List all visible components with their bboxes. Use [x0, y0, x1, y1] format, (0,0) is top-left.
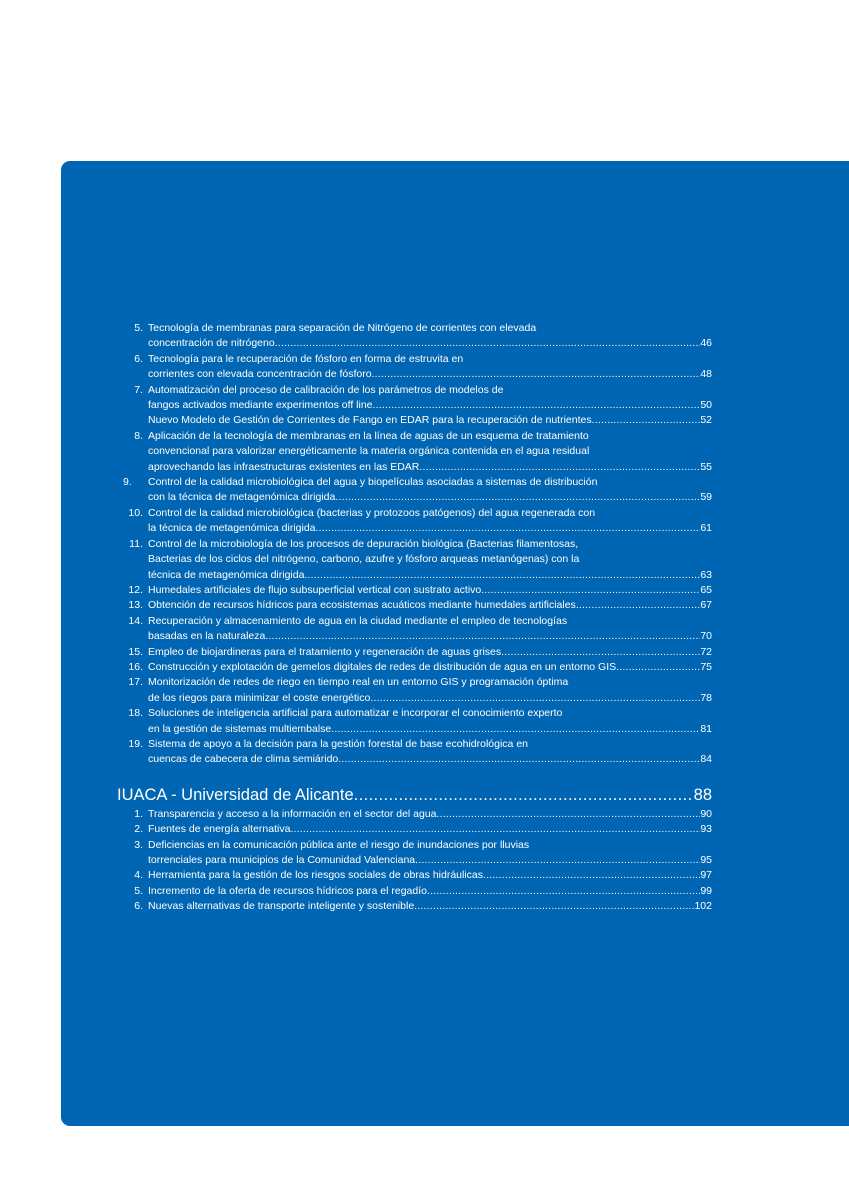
- page-number: 48: [700, 368, 712, 381]
- entry-number: 9.: [123, 476, 132, 489]
- entry-title: con la técnica de metagenómica dirigida: [148, 491, 336, 504]
- leader-dots: [427, 884, 700, 899]
- toc-entry[interactable]: [117, 598, 712, 613]
- toc-entry[interactable]: [117, 537, 712, 583]
- entry-text-line: Control de la calidad microbiológica del agua y biopelículas asociadas a sistemas de distribución: [148, 476, 598, 489]
- page-number: 59: [700, 491, 712, 504]
- entry-text-line: Automatización del proceso de calibración de los parámetros de modelos de: [148, 383, 504, 396]
- entry-text-line: Deficiencias en la comunicación pública ante el riesgo de inundaciones por lluvias: [148, 838, 530, 851]
- entry-title: torrenciales para municipios de la Comunidad Valenciana: [148, 854, 416, 866]
- entry-number: 13.: [128, 599, 143, 612]
- section-page: 88: [693, 785, 712, 804]
- entry-text-line: Soluciones de inteligencia artificial para automatizar e incorporar el conocimiento experto: [148, 707, 563, 720]
- entry-title: fangos activados mediante experimentos off line: [148, 399, 373, 412]
- toc-entry[interactable]: [117, 352, 712, 383]
- entry-number: [117, 413, 148, 428]
- entry-body: [148, 429, 712, 475]
- entry-text-line: Control de la calidad microbiológica (bacterias y protozoos patógenos) del agua regenerada con: [148, 506, 596, 519]
- entry-number: 5.: [134, 884, 143, 897]
- entry-number: 14.: [128, 614, 143, 627]
- entry-number: 17.: [128, 676, 143, 689]
- page-number: 70: [700, 630, 712, 643]
- leader-dots: [592, 413, 701, 428]
- toc-entry[interactable]: [117, 706, 712, 737]
- toc-entry[interactable]: [117, 614, 712, 645]
- entry-number: 8.: [134, 429, 143, 442]
- entry-body: [148, 675, 712, 706]
- toc-entry[interactable]: [117, 822, 712, 837]
- entry-title: Fuentes de energía alternativa: [148, 823, 291, 836]
- entry-body: [148, 899, 712, 914]
- leader-dots: [354, 785, 694, 805]
- toc-entry[interactable]: [117, 583, 712, 598]
- leader-dots: [331, 722, 700, 737]
- leader-dots: [481, 583, 700, 598]
- entry-title: corrientes con elevada concentración de fósforo: [148, 368, 372, 381]
- section-entries: [117, 807, 712, 915]
- entry-title: Humedales artificiales de flujo subsuperficial vertical con sustrato activo: [148, 583, 482, 596]
- leader-dots: [338, 752, 700, 767]
- entry-number: 3.: [134, 838, 143, 851]
- toc-entry[interactable]: [117, 868, 712, 883]
- section-heading[interactable]: [117, 785, 712, 805]
- entry-title: Obtención de recursos hídricos para ecosistemas acuáticos mediante humedales artificiales: [148, 599, 576, 612]
- leader-dots: [415, 853, 700, 868]
- entry-body: [148, 884, 712, 899]
- leader-dots: [414, 899, 694, 914]
- entry-number: 18.: [128, 707, 143, 720]
- toc-entry[interactable]: [117, 321, 712, 352]
- page-number: 63: [700, 568, 712, 581]
- entry-number: 19.: [128, 737, 143, 750]
- entry-number: 5.: [134, 322, 143, 334]
- leader-dots: [576, 598, 701, 613]
- entry-title: en la gestión de sistemas multiembalse: [148, 722, 332, 735]
- entry-number: 7.: [134, 383, 143, 396]
- entry-body: [148, 506, 712, 537]
- entry-body: [148, 706, 712, 737]
- toc-entry[interactable]: [117, 737, 712, 768]
- page-number: 99: [700, 884, 712, 897]
- page-number: 46: [700, 337, 712, 350]
- page-number: 61: [700, 522, 712, 535]
- entry-body: [148, 537, 712, 583]
- entry-number: 4.: [134, 869, 143, 882]
- entry-body: [148, 583, 712, 598]
- entry-title: Construcción y explotación de gemelos digitales de redes de distribución de agua en un entorno GIS: [148, 660, 617, 673]
- toc-entry[interactable]: [117, 884, 712, 899]
- entry-number: 2.: [134, 823, 143, 836]
- entry-body: [148, 383, 712, 414]
- entry-title: cuencas de cabecera de clima semiárido: [148, 753, 339, 766]
- entry-number: 6.: [134, 900, 143, 913]
- entry-title: técnica de metagenómica dirigida: [148, 568, 305, 581]
- entry-number: 11.: [129, 537, 143, 550]
- toc-entry[interactable]: [117, 645, 712, 660]
- table-of-contents: [117, 321, 712, 915]
- entry-body: [148, 598, 712, 613]
- entry-number: 10.: [128, 506, 143, 519]
- entry-body: [148, 475, 712, 506]
- leader-dots: [501, 645, 700, 660]
- toc-entry[interactable]: [117, 475, 712, 506]
- section-title: IUACA - Universidad de Alicante: [117, 785, 354, 804]
- page-number: 95: [700, 854, 712, 866]
- entry-title: Transparencia y acceso a la información en el sector del agua: [148, 807, 437, 820]
- entry-body: [148, 614, 712, 645]
- page-number: 93: [700, 823, 712, 836]
- page-number: 78: [700, 691, 712, 704]
- leader-dots: [419, 460, 700, 475]
- page-number: 52: [700, 414, 712, 427]
- entry-number: 12.: [128, 583, 143, 596]
- entry-body: [148, 868, 712, 883]
- entry-body: [148, 413, 712, 428]
- toc-entry[interactable]: [117, 660, 712, 675]
- leader-dots: [335, 490, 700, 505]
- entry-number: 6.: [134, 352, 143, 365]
- entry-text-line: Bacterias de los ciclos del nitrógeno, carbono, azufre y fósforo arqueas metanógenas) con la: [148, 553, 580, 566]
- entry-title: de los riegos para minimizar el coste energético: [148, 691, 371, 704]
- toc-entry[interactable]: [117, 807, 712, 822]
- entry-title: basadas en la naturaleza: [148, 630, 266, 643]
- entry-body: [148, 645, 712, 660]
- page-number: 65: [700, 583, 712, 596]
- leader-dots: [304, 568, 700, 583]
- toc-entry[interactable]: [117, 429, 712, 475]
- leader-dots: [275, 336, 701, 351]
- leader-dots: [316, 521, 701, 536]
- page-number: 84: [700, 753, 712, 766]
- entry-title: Herramienta para la gestión de los riesgos sociales de obras hidráulicas: [148, 869, 484, 882]
- entry-text-line: Monitorización de redes de riego en tiempo real en un entorno GIS y programación óptima: [148, 676, 569, 689]
- leader-dots: [616, 660, 700, 675]
- entry-text-line: Tecnología de membranas para separación de Nitrógeno de corrientes con elevada: [148, 322, 537, 334]
- entry-body: [148, 737, 712, 768]
- entry-text-line: convencional para valorizar energéticamente la materia orgánica contenida en el agua residual: [148, 445, 590, 458]
- entry-number: 1.: [134, 807, 143, 820]
- entry-title: Empleo de biojardineras para el tratamiento y regeneración de aguas grises: [148, 645, 502, 658]
- entry-title: Nuevo Modelo de Gestión de Corrientes de Fango en EDAR para la recuperación de nutrientes: [148, 414, 592, 427]
- entry-text-line: Tecnología para le recuperación de fósforo en forma de estruvita en: [148, 352, 464, 365]
- toc-entry[interactable]: [117, 383, 712, 414]
- toc-entry[interactable]: [117, 506, 712, 537]
- page-number: 97: [700, 869, 712, 882]
- entry-body: [148, 822, 712, 837]
- entry-text-line: Sistema de apoyo a la decisión para la gestión forestal de base ecohidrológica en: [148, 737, 528, 750]
- toc-entry[interactable]: [117, 838, 712, 869]
- page-number: 102: [694, 900, 712, 913]
- leader-dots: [290, 822, 700, 837]
- entry-title: concentración de nitrógeno: [148, 337, 275, 350]
- entry-title: Incremento de la oferta de recursos hídricos para el regadío: [148, 884, 427, 897]
- entry-body: [148, 838, 712, 869]
- entry-title: Nuevas alternativas de transporte inteligente y sostenible: [148, 900, 415, 913]
- entry-title: aprovechando las infraestructuras existentes en las EDAR: [148, 460, 420, 473]
- entry-body: [148, 321, 712, 352]
- toc-entry[interactable]: [117, 899, 712, 914]
- page-number: 72: [700, 645, 712, 658]
- page-number: 75: [700, 660, 712, 673]
- entry-text-line: Recuperación y almacenamiento de agua en la ciudad mediante el empleo de tecnologías: [148, 614, 568, 627]
- entry-body: [148, 352, 712, 383]
- toc-entry[interactable]: [117, 675, 712, 706]
- toc-entry[interactable]: [117, 413, 712, 428]
- entry-text-line: Aplicación de la tecnología de membranas en la línea de aguas de un esquema de tratamiento: [148, 429, 589, 442]
- leader-dots: [437, 807, 701, 822]
- leader-dots: [483, 868, 700, 883]
- leader-dots: [370, 691, 700, 706]
- entry-body: [148, 807, 712, 822]
- entry-text-line: Control de la microbiología de los procesos de depuración biológica (Bacterias filamentosas,: [148, 537, 579, 550]
- leader-dots: [265, 629, 700, 644]
- page-number: 90: [700, 807, 712, 820]
- leader-dots: [373, 398, 701, 413]
- page-number: 55: [700, 460, 712, 473]
- entry-title: la técnica de metagenómica dirigida: [148, 522, 316, 535]
- leader-dots: [372, 367, 701, 382]
- entry-number: 15.: [128, 645, 143, 658]
- toc-entries: [117, 321, 712, 768]
- entry-number: 16.: [128, 660, 143, 673]
- entry-body: [148, 660, 712, 675]
- page-number: 50: [700, 399, 712, 412]
- page-number: 67: [700, 599, 712, 612]
- page-number: 81: [700, 722, 712, 735]
